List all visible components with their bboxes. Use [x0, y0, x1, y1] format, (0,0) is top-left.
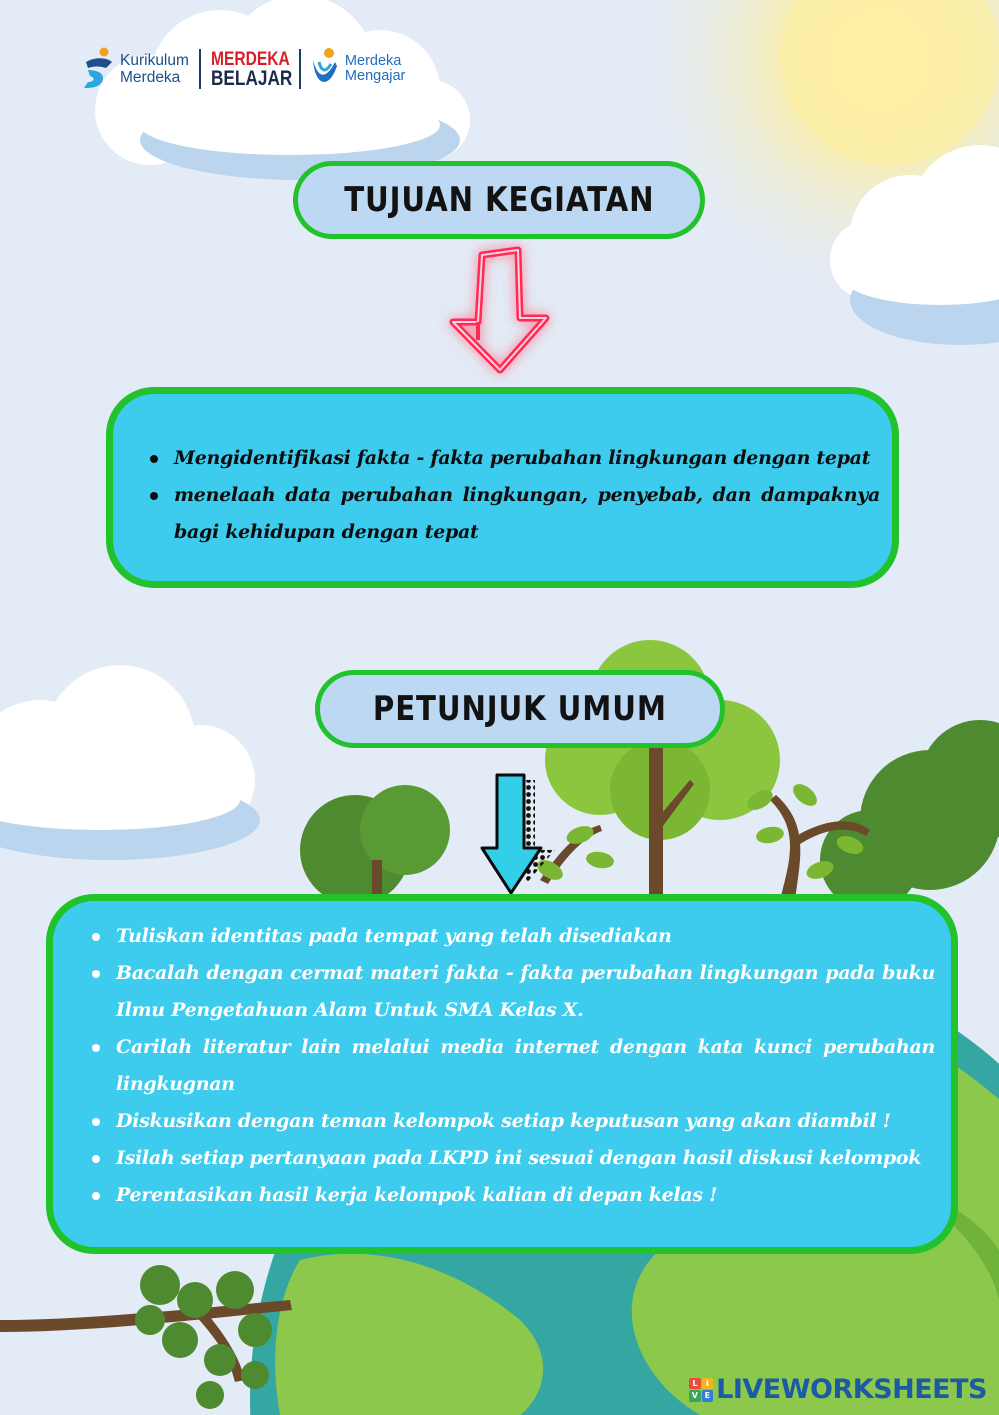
- heading-petunjuk-umum: [315, 670, 725, 748]
- petunjuk-umum-list: [116, 918, 935, 1214]
- tujuan-kegiatan-list: [174, 440, 880, 551]
- logo-letter: E: [702, 1390, 714, 1402]
- merdeka-belajar-line1: MERDEKA: [210, 49, 290, 70]
- logo-divider: [299, 49, 301, 89]
- list-item: Bacalah dengan cermat materi fakta - fakta perubahan lingkungan pada buku Ilmu Pengetahuan Alam Untuk SMA Kelas X.: [116, 955, 935, 1029]
- list-item: Perentasikan hasil kerja kelompok kalian di depan kelas !: [116, 1177, 935, 1214]
- merdeka-mengajar-logo-text: [345, 54, 405, 84]
- tujuan-kegiatan-box: [106, 387, 899, 588]
- merdeka-mengajar-line2: Mengajar: [344, 68, 406, 84]
- merdeka-mengajar-line1: Merdeka: [344, 53, 402, 69]
- list-item: Diskusikan dengan teman kelompok setiap keputusan yang akan diambil !: [116, 1103, 935, 1140]
- list-item: Isilah setiap pertanyaan pada LKPD ini sesuai dengan hasil diskusi kelompok: [116, 1140, 935, 1177]
- list-item: Mengidentifikasi fakta - fakta perubahan lingkungan dengan tepat: [174, 440, 880, 477]
- merdeka-mengajar-logo-icon: [311, 46, 339, 92]
- liveworksheets-logo-icon: [689, 1378, 713, 1402]
- liveworksheets-text: LIVEWORKSHEETS: [716, 1374, 987, 1405]
- kurikulum-merdeka-logo-text: [120, 52, 189, 86]
- kurikulum-line2: Merdeka: [120, 69, 181, 86]
- heading-petunjuk-umum-text: PETUNJUK UMUM: [373, 689, 667, 729]
- logo-divider: [199, 49, 201, 89]
- merdeka-belajar-line2: BELAJAR: [210, 67, 293, 90]
- petunjuk-umum-box: [46, 894, 958, 1254]
- heading-tujuan-kegiatan: [293, 161, 705, 239]
- logo-bar: [82, 44, 405, 94]
- logo-letter: V: [689, 1390, 701, 1402]
- liveworksheets-watermark: [689, 1374, 987, 1405]
- list-item: Tuliskan identitas pada tempat yang telah disediakan: [116, 918, 935, 955]
- logo-letter: L: [689, 1378, 701, 1390]
- merdeka-belajar-logo: [210, 49, 293, 90]
- heading-tujuan-kegiatan-text: TUJUAN KEGIATAN: [343, 180, 655, 220]
- kurikulum-merdeka-logo-icon: [82, 46, 116, 92]
- list-item: Carilah literatur lain melalui media internet dengan kata kunci perubahan lingkugnan: [116, 1029, 935, 1103]
- logo-letter: I: [702, 1378, 714, 1390]
- list-item: menelaah data perubahan lingkungan, penyebab, dan dampaknya bagi kehidupan dengan tepat: [174, 477, 880, 551]
- kurikulum-line1: Kurikulum: [120, 52, 189, 69]
